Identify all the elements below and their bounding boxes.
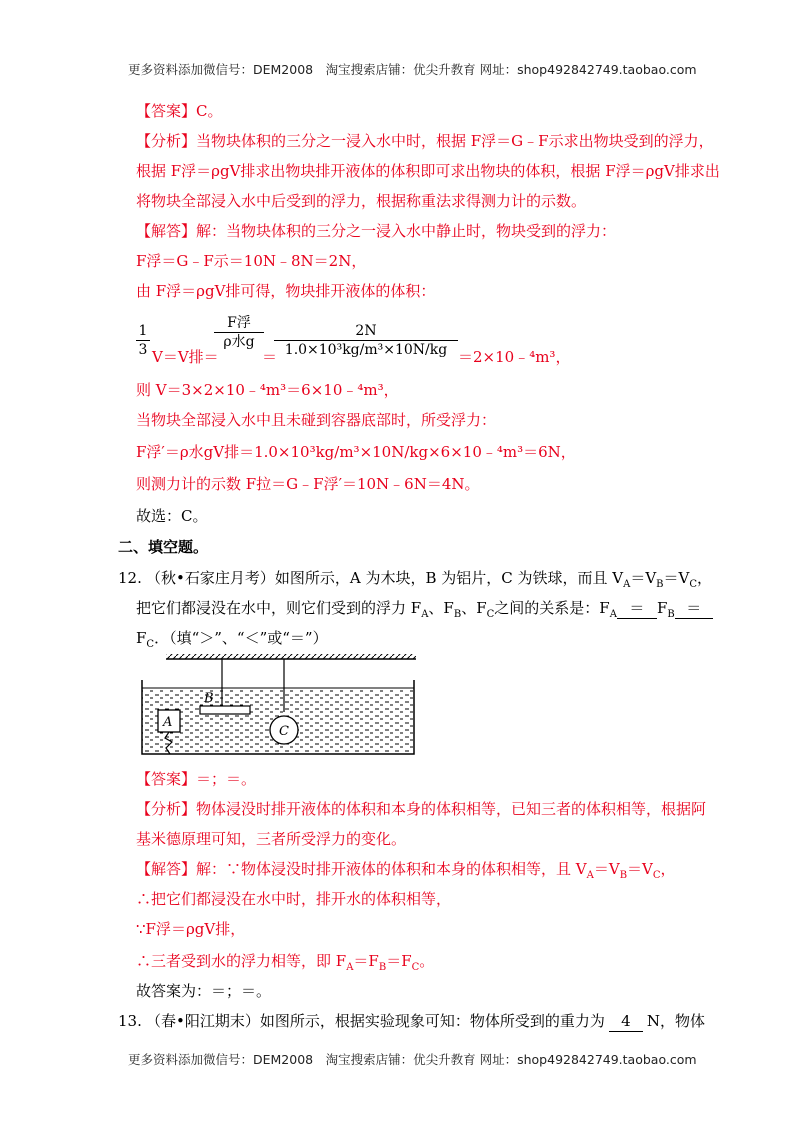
q11-solution-line3: 由 F浮＝ρgV排可得，物块排开液体的体积： [136,282,436,300]
q11-formula-left: V＝V排＝ [152,348,219,366]
q12-blank2: ＝ [675,598,713,619]
q11-solution-line6: F浮′＝ρ水gV排＝1.0×10³kg/m³×10N/kg×6×10﹣⁴m³＝6N， [136,443,576,461]
q12-analysis-line2: 基米德原理可知，三者所受浮力的变化。 [136,830,407,848]
q11-conclusion: 故选：C。 [136,507,208,525]
label-a: A [163,715,173,730]
plate-b [200,706,250,714]
q11-solution-line4: 则 V＝3×2×10﹣⁴m³＝6×10﹣⁴m³， [136,381,399,399]
q11-solution-line5: 当物块全部浸入水中且未碰到容器底部时，所受浮力： [136,411,497,429]
fraction1-numerator: F浮 [227,315,251,331]
label-b: B [204,691,214,706]
q12-analysis-line1: 【分析】物体浸没时排开液体的体积和本身的体积相等，已知三者的体积相等，根据阿 [136,800,707,818]
equals-sign: ＝ [262,348,278,366]
q12-line1: （秋•石家庄月考）如图所示，A 为木块，B 为铝片，C 为铁球，而且 $V_A=V_B=V_C$， [146,569,713,590]
q12-solution-line1: 【解答】解：∵物体浸没时排开液体的体积和本身的体积相等，且 $V_A=V_B=V_C$， [136,860,676,881]
q11-analysis-line1: 【分析】当物块体积的三分之一浸入水中时，根据 F浮＝G﹣F示求出物块受到的浮力， [136,132,714,150]
q12-number: 12. [118,569,142,587]
q11-answer: 【答案】C。 [136,102,223,120]
q12-diagram [134,650,424,760]
section-title: 二、填空题。 [118,538,209,556]
q13-blank: 4 [609,1011,643,1032]
q11-formula-fraction2 [274,322,458,359]
fraction2-denominator: 1.0×10³kg/m³×10N/kg [284,342,448,358]
q13-number: 13. [118,1012,142,1030]
q11-solution-line7: 则测力计的示数 F拉＝G﹣F浮′＝10N﹣6N＝4N。 [136,475,480,493]
q12-answer: 【答案】＝；＝。 [136,770,257,788]
q11-analysis-line3: 将物块全部浸入水中后受到的浮力，根据称重法求得测力计的示数。 [136,192,587,210]
q11-formula-result: ＝2×10﹣⁴m³， [458,348,571,366]
q13-text-tail: N，物体 [646,1012,705,1030]
q12-blank1: ＝ [617,598,657,619]
q13-line1 [146,1011,705,1032]
q11-formula-fraction1 [214,314,264,351]
page-footer: 更多资料添加微信号：DEM2008 淘宝搜索店铺：优尖升教育 网址：shop492842749.taobao.com [128,1052,697,1067]
q11-solution-line2: F浮＝G﹣F示＝10N﹣8N＝2N， [136,252,367,270]
q11-solution-line1: 【解答】解：当物块体积的三分之一浸入水中静止时，物块受到的浮力： [136,222,617,240]
q12-solution-line2: ∴把它们都浸没在水中时，排开水的体积相等， [136,890,452,908]
fraction2-numerator: 2N [355,323,377,339]
fraction-one-third: 1 3 [136,322,150,359]
page-header: 更多资料添加微信号：DEM2008 淘宝搜索店铺：优尖升教育 网址：shop492842749.taobao.com [128,62,697,77]
q12-line2: 把它们都浸没在水中，则它们受到的浮力 $F_A$、$F_B$、$F_C$之间的关系是：$F_A = F_B$ ＝ [136,598,713,619]
q12-line3: $F_C$．（填“＞”、“＜”或“＝”） [136,629,328,650]
label-c: C [279,724,289,739]
q12-solution-line3: ∵F浮＝ρgV排， [136,920,246,938]
q13-text: （春•阳江期末）如图所示，根据实验现象可知：物体所受到的重力为 [146,1012,605,1030]
q12-conclusion: 故答案为：＝；＝。 [136,982,272,1000]
fraction1-denominator: ρ水g [223,334,255,350]
q12-solution-line4: ∴三者受到水的浮力相等，即 $F_A=F_B=F_C$。 [136,952,435,973]
q11-analysis-line2: 根据 F浮＝ρgV排求出物块排开液体的体积即可求出物块的体积，根据 F浮＝ρgV排求出 [136,162,720,180]
